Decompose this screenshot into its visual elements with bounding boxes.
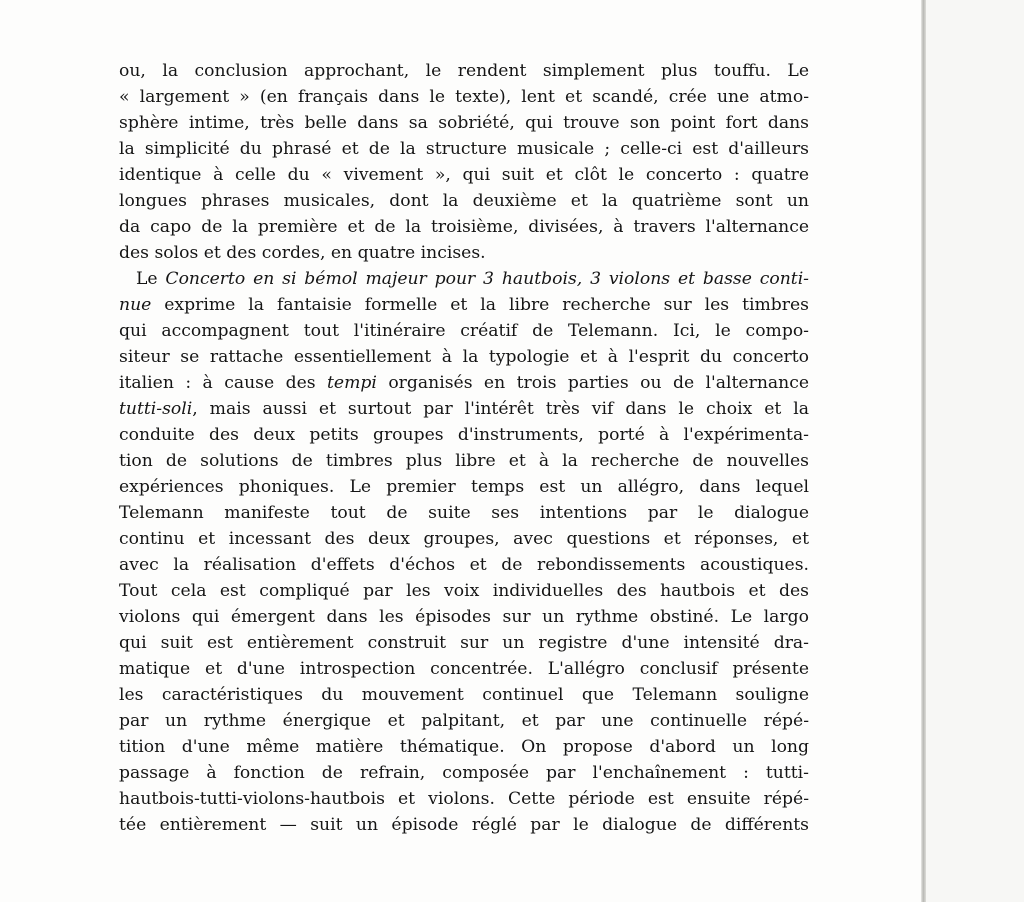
text-line [119,370,809,396]
text-segment: la simplicité du phrasé et de la structure musicale ; celle-ci est d'ailleurs [119,139,809,159]
text-segment: siteur se rattache essentiellement à la typologie et à l'esprit du concerto [119,347,809,367]
text-line [119,812,809,838]
text-segment: organisés en trois parties ou de l'alternance [376,373,809,393]
text-segment: qui suit est entièrement construit sur un registre d'une intensité dra- [119,633,809,653]
text-line [119,734,809,760]
text-segment: « largement » (en français dans le texte), lent et scandé, crée une atmo- [119,87,809,107]
text-segment: violons qui émergent dans les épisodes sur un rythme obstiné. Le largo [119,607,809,627]
text-segment: expériences phoniques. Le premier temps est un allégro, dans lequel [119,477,809,497]
text-segment: exprime la fantaisie formelle et la libre recherche sur les timbres [151,295,809,315]
italic-text-segment: tempi [327,373,377,393]
text-line [119,344,809,370]
text-segment: passage à fonction de refrain, composée par l'enchaînement : tutti- [119,763,809,783]
text-segment: sphère intime, très belle dans sa sobriété, qui trouve son point fort dans [119,113,809,133]
text-segment: matique et d'une introspection concentrée. L'allégro conclusif présente [119,659,809,679]
text-line [119,500,809,526]
text-line [119,604,809,630]
facing-page-edge [926,0,1024,902]
text-segment: conduite des deux petits groupes d'instruments, porté à l'expérimenta- [119,425,809,445]
text-segment: , mais aussi et surtout par l'intérêt très vif dans le choix et la [192,399,809,419]
text-segment: continu et incessant des deux groupes, avec questions et réponses, et [119,529,809,549]
text-segment: hautbois-tutti-violons-hautbois et violons. Cette période est ensuite répé- [119,789,809,809]
italic-text-segment: tutti-soli [119,399,193,419]
text-segment: identique à celle du « vivement », qui suit et clôt le concerto : quatre [119,165,809,185]
text-line [119,630,809,656]
text-line [119,578,809,604]
text-line [119,656,809,682]
text-line [119,760,809,786]
text-segment: italien : à cause des [119,373,327,393]
italic-text-segment: Concerto en si bémol majeur pour 3 hautbois, 3 violons et basse conti- [165,269,809,289]
text-segment: tition d'une même matière thématique. On propose d'abord un long [119,737,809,757]
text-line [119,292,809,318]
text-segment: par un rythme énergique et palpitant, et par une continuelle répé- [119,711,809,731]
text-line [119,110,809,136]
text-segment: longues phrases musicales, dont la deuxième et la quatrième sont un [119,191,809,211]
text-line [119,136,809,162]
italic-text-segment: nue [119,295,152,315]
text-segment: qui accompagnent tout l'itinéraire créatif de Telemann. Ici, le compo- [119,321,809,341]
text-line [119,240,809,266]
text-line [119,422,809,448]
text-segment: ou, la conclusion approchant, le rendent simplement plus touffu. Le [119,61,809,81]
body-text [119,58,809,838]
text-segment: Le [136,269,166,289]
text-line [119,214,809,240]
text-segment: tion de solutions de timbres plus libre et à la recherche de nouvelles [119,451,809,471]
text-line [119,474,809,500]
text-segment: avec la réalisation d'effets d'échos et de rebondissements acoustiques. [119,555,809,575]
text-line [119,188,809,214]
text-segment: da capo de la première et de la troisième, divisées, à travers l'alternance [119,217,809,237]
text-segment: tée entièrement — suit un épisode réglé par le dialogue de différents [119,815,809,835]
text-line [119,396,809,422]
text-line [119,318,809,344]
text-line [119,682,809,708]
text-segment: les caractéristiques du mouvement continuel que Telemann souligne [119,685,809,705]
text-line [119,786,809,812]
text-line [119,526,809,552]
text-line [119,58,809,84]
text-segment: des solos et des cordes, en quatre incises. [119,243,486,263]
text-segment: Tout cela est compliqué par les voix individuelles des hautbois et des [119,581,809,601]
text-line [119,84,809,110]
text-line [119,266,809,292]
text-line [119,448,809,474]
text-segment: Telemann manifeste tout de suite ses intentions par le dialogue [119,503,809,523]
text-line [119,552,809,578]
text-line [119,162,809,188]
text-line [119,708,809,734]
